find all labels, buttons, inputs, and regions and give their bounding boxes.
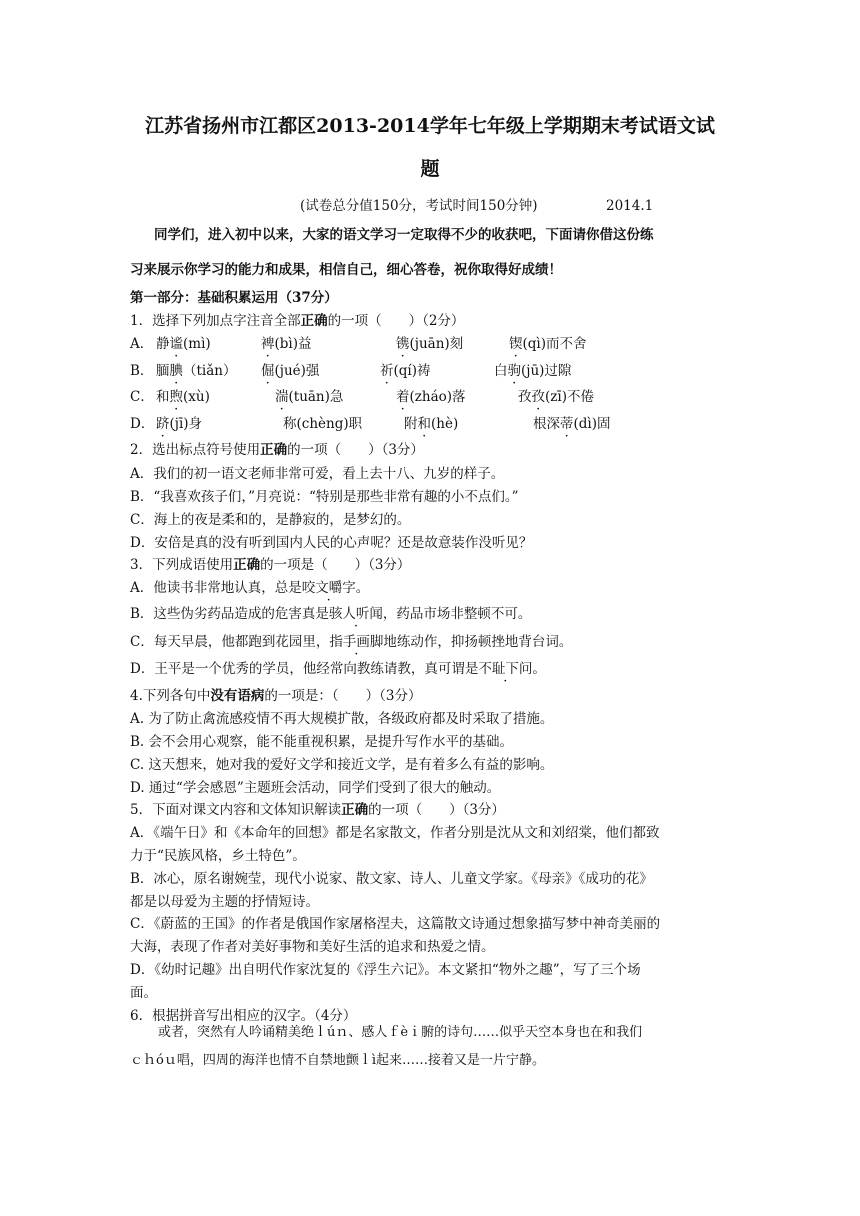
q5-option-a-line-1: A．《端午日》和《本命年的回想》都是名家散文，作者分别是沈从文和刘绍棠，他们都致: [130, 825, 660, 841]
q1-option-c: C． 和煦(xù) 湍(tuān)急 着(zháo)落 孜孜(zī)不倦: [130, 389, 594, 405]
q3-option-b: B．这些伪劣药品造成的危害真是骇人听闻，药品市场非整顿不可。: [130, 606, 532, 622]
exam-date: 2014.1: [606, 198, 654, 214]
q2-option-d: D．安倍是真的没有听到国内人民的心声呢？还是故意装作没听见？: [130, 535, 533, 551]
q2-option-b: B．“我喜欢孩子们，”月亮说：“特别是那些非常有趣的小不点们。”: [130, 489, 519, 505]
q1-option-a: A． 静谧(mì) 裨(bì)益 镌(juān)刻 锲(qì)而不舍: [130, 336, 587, 352]
q2-option-c: C．海上的夜是柔和的，是静寂的，是梦幻的。: [130, 512, 411, 528]
q4-option-c: C. 这天想来，她对我的爱好文学和接近文学，是有着多么有益的影响。: [130, 757, 554, 773]
q1-stem: 1．选择下列加点字注音全部正确的一项（ ）（2分）: [130, 313, 465, 329]
q6-passage-line-1: 或者，突然有人吟诵精美绝ｌúｎ、感人ｆèｉ腑的诗句……似乎天空本身也在和我们: [158, 1025, 643, 1040]
intro-line-2: 习来展示你学习的能力和成果，相信自己，细心答卷，祝你取得好成绩！: [130, 262, 562, 278]
q4-option-b: B. 会不会用心观察，能不能重视积累，是提升写作水平的基础。: [130, 734, 514, 750]
q5-stem: 5．下面对课文内容和文体知识解读正确的一项（ ）（3分）: [130, 802, 505, 818]
intro-line-1: 同学们，进入初中以来，大家的语文学习一定取得不少的收获吧，下面请你借这份练: [154, 227, 654, 243]
q2-option-a: A．我们的初一语文老师非常可爱，看上去十八、九岁的样子。: [130, 466, 505, 482]
q1-option-d: D． 跻(jī)身 称(chèng)职 附和(hè) 根深蒂(dì)固: [130, 416, 611, 432]
part-1-heading: 第一部分：基础积累运用（37分）: [130, 290, 338, 306]
exam-title-line-2: 题: [420, 158, 440, 180]
q3-option-a: A．他读书非常地认真，总是咬文嚼字。: [130, 580, 370, 596]
q6-stem: 6．根据拼音写出相应的汉字。（4分）: [130, 1008, 357, 1024]
q4-option-a: A. 为了防止禽流感疫情不再大规模扩散，各级政府都及时采取了措施。: [130, 711, 554, 727]
q5-option-b-line-1: B．冰心，原名谢婉莹，现代小说家、散文家、诗人、儿童文学家。《母亲》《成功的花》: [130, 871, 653, 887]
q3-stem: 3．下列成语使用正确的一项是（ ）（3分）: [130, 557, 411, 573]
exam-score-time: (试卷总分值150分，考试时间150分钟): [300, 198, 538, 214]
q2-stem: 2．选出标点符号使用正确的一项（ ）（3分）: [130, 442, 424, 458]
q6-passage-line-2: ｃｈóｕ唱，四周的海洋也情不自禁地颤ｌì起来……接着又是一片宁静。: [130, 1053, 545, 1068]
q4-option-d: D. 通过“学会感恩”主题班会活动，同学们受到了很大的触动。: [130, 780, 501, 796]
q5-option-b-line-2: 都是以母爱为主题的抒情短诗。: [130, 894, 319, 910]
exam-title-line-1: 江苏省扬州市江都区2013-2014学年七年级上学期期末考试语文试: [145, 115, 715, 137]
q5-option-d-line-2: 面。: [130, 985, 157, 1001]
q5-option-c-line-2: 大海，表现了作者对美好事物和美好生活的追求和热爱之情。: [130, 939, 495, 955]
q4-stem: 4.下列各句中没有语病的一项是：（ ）（3分）: [130, 688, 422, 704]
q5-option-d-line-1: D．《幼时记趣》出自明代作家沈复的《浮生六记》。本文紧扣“物外之趣”，写了三个场: [130, 962, 641, 978]
q3-option-d: D．王平是一个优秀的学员，他经常向教练请教，真可谓是不耻下问。: [130, 661, 546, 677]
q5-option-c-line-1: C．《蔚蓝的王国》的作者是俄国作家屠格涅夫，这篇散文诗通过想象描写梦中神奇美丽的: [130, 916, 661, 932]
q3-option-c: C．每天早晨，他都跑到花园里，指手画脚地练动作，抑扬顿挫地背台词。: [130, 634, 573, 650]
q1-option-b: B． 腼腆（tiǎn） 倔(jué)强 祈(qí)祷 白驹(jū)过隙: [130, 363, 572, 379]
q5-option-a-line-2: 力于“民族风格，乡土特色”。: [130, 848, 306, 864]
